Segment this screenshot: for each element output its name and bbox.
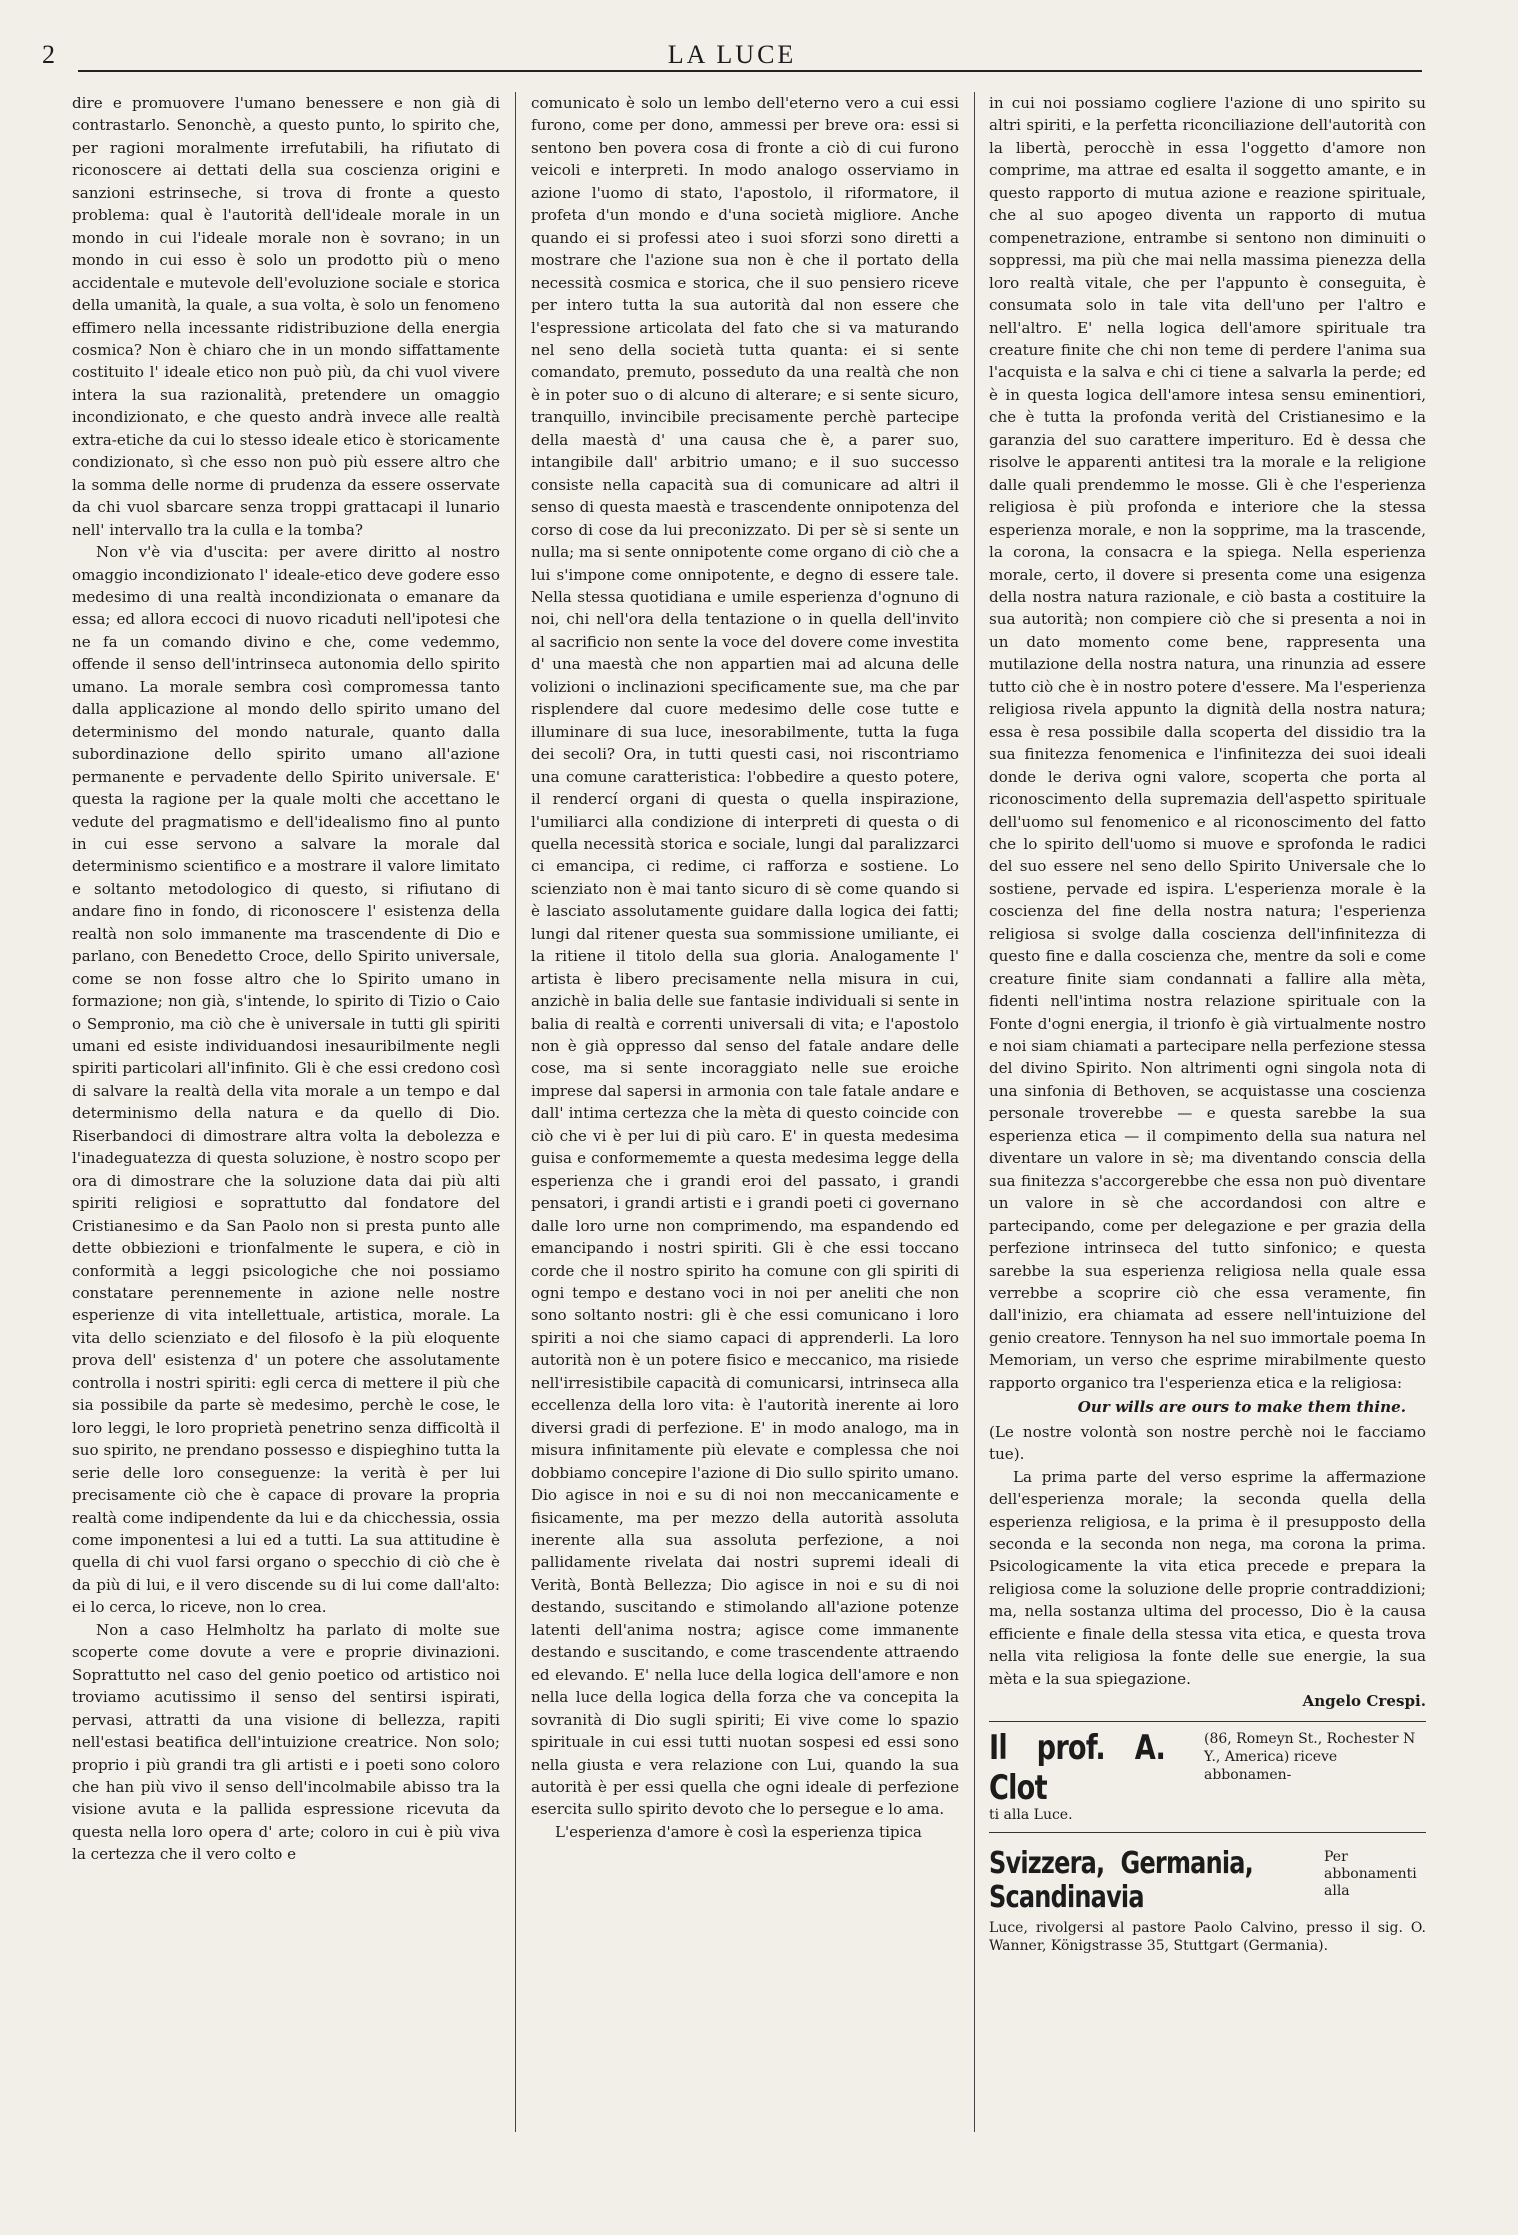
ad-calvino-text: Luce, rivolgersi al pastore Paolo Calvino, presso il sig. O. Wanner, Königstrasse 35, Stuttgart (Germania). — [989, 1919, 1426, 1954]
tennyson-quote: Our wills are ours to make them thine. — [1077, 1398, 1406, 1417]
quote-translation: (Le nostre volontà son nostre perchè noi le facciamo tue). — [989, 1422, 1426, 1464]
ad-clot — [989, 1728, 1426, 1824]
column-1 — [72, 92, 500, 2202]
ad-calvino-title: Svizzera, Germania, Scandinavia — [989, 1845, 1253, 1915]
ad-clot-title: Il prof. A. Clot — [989, 1727, 1165, 1808]
paragraph: dire e promuovere l'umano benessere e non già di contrastarlo. Senonchè, a questo punto, lo spirito che, per ragioni moralmente irrefutabili, ha rifiutato di riconoscere ai dettati della sua coscienza origini e sanzioni estrinseche, si trova di fronte a questo problema: qual è l'autorità dell'ideale morale in un mondo in cui l'ideale morale non è sovrano; in un mondo in cui esso è solo un prodotto più o meno accidentale e mutevole dell'evoluzione sociale e storica della umanità, la quale, a sua volta, è solo un fenomeno effimero nella incessante ridistribuzione della energia cosmica? Non è chiaro che in un mondo siffattamente costituito l' ideale etico non può più, da chi vuol vivere intera la sua razionalità, pretendere un omaggio incondizionato, e che questo andrà invece alle realtà extra-etiche da cui lo stesso ideale etico è storicamente condizionato, sì che esso non può più essere altro che la somma delle norme di prudenza da essere osservate da chi vuol sbarcare senza troppi grattacapi il lunario nell' intervallo tra la culla e la tomba? — [72, 94, 500, 539]
paragraph: Non v'è via d'uscita: per avere diritto al nostro omaggio incondizionato l' ideale-etico deve godere esso medesimo di una realtà incondizionata o emanare da essa; ed allora eccoci di nuovo ricaduti nell'ipotesi che ne fa un comando divino e che, come vedemmo, offende il senso dell'intrinseca autonomia dello spirito umano. La morale sembra così compromessa tanto dalla applicazione al mondo dello spirito umano del determinismo del mondo naturale, quanto dalla subordinazione dello spirito umano all'azione permanente e pervadente dello Spirito universale. E' questa la ragione per la quale molti che accettano le vedute del pragmatismo e dell'idealismo fino al punto in cui esse servono a salvare la morale dal determinismo scientifico e a mostrare il valore limitato e soltanto metodologico di questo, si rifiutano di andare fino in fondo, di riconoscere l' esistenza della realtà non solo immanente ma trascendente di Dio e parlano, con Benedetto Croce, dello Spirito universale, come se non fosse altro che lo Spirito umano in formazione; non già, s'intende, lo spirito di Tizio o Caio o Sempronio, ma ciò che è universale in tutti gli spiriti umani ed esiste individuandosi inesauribilmente negli spiriti particolari all'infinito. Gli è che essi credono così di salvare la realtà della vita morale a un tempo e dal determinismo della natura e da quello di Dio. Riserbandoci di dimostrare altra volta la debolezza e l'inadeguatezza di questa soluzione, è nostro scopo per ora di dimostrare che la soluzione data dai più alti spiriti religiosi e soprattutto dal fondatore del Cristianesimo e da San Paolo non si presta punto alle dette obbiezioni e trionfalmente le supera, e ciò in conformità a leggi psicologiche che noi possiamo constatare perennemente in azione nelle nostre esperienze di vita intellettuale, artistica, morale. La vita dello scienziato e del filosofo è la più eloquente prova dell' esistenza d' un potere che assolutamente controlla i nostri spiriti: egli cerca di mettere il più che sia possibile da parte sè medesimo, perchè le cose, le loro leggi, le loro proprietà penetrino senza difficoltà il suo spirito, ne prendano possesso e dispieghino tutta la serie delle loro conseguenze: la verità è per lui precisamente ciò che è capace di provare la propria realtà come indipendente da lui e da chicchessia, ossia come imponentesi a lui ed a tutti. La sua attitudine è quella di chi vuol farsi organo o specchio di ciò che è da più di lui, e il vero discende su di lui come dall'alto: ei lo cerca, lo riceve, non lo crea. — [72, 543, 500, 1617]
header-rule — [78, 70, 1422, 72]
ad-clot-text: (86, Romeyn St., Rochester N Y., America) riceve abbonamen- — [1204, 1730, 1416, 1783]
ad-divider — [989, 1721, 1426, 1722]
page-header — [42, 34, 1422, 78]
column-3 — [989, 92, 1426, 2202]
paragraph: La prima parte del verso esprime la affermazione dell'esperienza morale; la seconda quella della esperienza religiosa, e la prima è il presupposto della seconda e la seconda non nega, ma corona la prima. Psicologicamente la vita etica precede e prepara la religiosa come la soluzione delle proprie contraddizioni; ma, nella sostanza ultima del processo, Dio è la causa efficiente e finale della stessa vita etica, e questa trova nella vita religiosa la fonte delle sue energie, la sua mèta e la sua spiegazione. — [989, 1467, 1426, 1688]
paragraph: Non a caso Helmholtz ha parlato di molte sue scoperte come dovute a vere e proprie divinazioni. Soprattutto nel caso del genio poetico od artistico noi troviamo acutissimo il senso del sentirsi ispirati, pervasi, attratti da una visione di bellezza, rapiti nell'estasi beatifica dell'intuizione creatrice. Non solo; proprio i più grandi tra gli artisti e i poeti sono coloro che han più vivo il senso dell'incolmabile abisso tra la visione avuta e la pallida espressione ricevuta da questa nella loro opera d' arte; coloro in cui è più viva la certezza che il vero colto e — [72, 1620, 500, 1864]
paragraph: comunicato è solo un lembo dell'eterno vero a cui essi furono, come per dono, ammessi per breve ora: essi si sentono ben povera cosa di fronte a ciò di cui furono veicoli e interpreti. In modo analogo osserviamo in azione l'uomo di stato, l'apostolo, il riformatore, il profeta d'un mondo e d'una società migliore. Anche quando ei si professi ateo i suoi sforzi sono diretti a mostrare che l'azione sua non è che il portato della necessità cosmica e storica, che il suo pensiero riceve per intero tutta la sua autorità dal non essere che l'espressione articolata del fato che si va maturando nel seno della società tutta quanta: ei si sente comandato, premuto, posseduto da una realtà che non è in poter suo o di alcuno di alterare; e si sente sicuro, tranquillo, invincibile precisamente perchè partecipe della maestà d' una causa che è, a parer suo, intangibile dall' arbitrio umano; e il suo successo consiste nella capacità sua di comunicare ad altri il senso di questa maestà e trascendente onnipotenza del corso di cose da lui preconizzato. Di per sè si sente un nulla; ma si sente onnipotente come organo di ciò che a lui s'impone come onnipotente, e degno di essere tale. Nella stessa quotidiana e umile esperienza d'ognuno di noi, chi nell'ora della tentazione o in quella dell'invito al sacrificio non sente la voce del dovere come investita d' una maestà che non appartien mai ad alcuna delle volizioni o inclinazioni specificamente sue, ma che par risplendere dal cuore medesimo delle cose tutte e illuminare di sua luce, inesorabilmente, tutta la fuga dei secoli? Ora, in tutti questi casi, noi riscontriamo una comune caratteristica: l'obbedire a questo potere, il rendercí organi di questa o quella inspirazione, l'umiliarci alla condizione di interpreti di questa o di quella necessità storica e sociale, lungi dal paralizzarci ci emancipa, ci redime, ci rafforza e sostiene. Lo scienziato non è mai tanto sicuro di sè come quando si è lasciato assolutamente guidare dalla logica dei fatti; lungi dal ritener questa sua sommissione umiliante, ei la ritiene il titolo della sua gloria. Analogamente l' artista è libero precisamente nella misura in cui, anzichè in balia delle sue fantasie individuali si sente in balia di realtà e correnti universali di vita; e l'apostolo non è già oppresso dal senso del fatale andare delle cose, ma si sente incoraggiato nelle sue eroiche imprese dal sapersi in armonia con tale fatale andare e dall' intima certezza che la mèta di questo coincide con ciò che vi è per lui di più caro. E' in questa medesima guisa e conformememte a questa medesima legge della esperienza che i grandi eroi del passato, i grandi pensatori, i grandi artisti e i grandi poeti ci governano dalle loro urne non comprimendo, ma espandendo ed emancipando i nostri spiriti. Gli è che essi toccano corde che il nostro spirito ha comune con gli spiriti di ogni tempo e destano voci in noi per aneliti che non sono soltanto nostri: gli è che essi comunicano i loro spiriti a noi che siamo capaci di apprenderli. La loro autorità non è un potere fisico e meccanico, ma risiede nell'irresistibile capacità di comunicarsi, intrinseca alla eccellenza della loro vita: è l'autorità inerente ai loro diversi gradi di perfezione. E' in modo analogo, ma in misura infinitamente più elevate e complessa che noi dobbiamo concepire l'azione di Dio sullo spirito umano. Dio agisce in noi e su di noi non meccanicamente e fisicamente, ma per mezzo della autorità assoluta inerente alla sua assoluta perfezione, a noi pallidamente rivelata dai nostri supremi ideali di Verità, Bontà Bellezza; Dio agisce in noi e su di noi destando, suscitando e stimolando all'azione potenze latenti dell'anima nostra; agisce come immanente destando e suscitando, e come trascendente attraendo ed elevando. E' nella luce della logica dell'amore e non nella luce della logica della forza che va concepita la sovranità di Dio sugli spiriti; Ei vive come lo spazio spirituale in cui essi tutti nuotan sospesi ed essi sono nella giusta e vera relazione con Lui, quando la sua autorità è per essi quella che ogni ideale di perfezione esercita sullo spirito devoto che lo persegue e lo ama. — [531, 94, 959, 1819]
column-divider — [974, 92, 975, 2132]
column-2 — [531, 92, 959, 2202]
author-signature: Angelo Crespi. — [1302, 1692, 1426, 1711]
page-number: 2 — [42, 40, 55, 69]
paragraph: in cui noi possiamo cogliere l'azione di uno spirito su altri spiriti, e la perfetta riconciliazione dell'autorità con la libertà, perocchè in essa l'oggetto d'amore non comprime, ma attrae ed esalta il soggetto amante, e in questo rapporto di mutua azione e reazione spirituale, che al suo apogeo diventa un rapporto di mutua compenetrazione, entrambe si sentono non diminuiti o soppressi, ma più che mai nella massima pienezza della loro realtà vitale, che per l'appunto è conseguita, è consumata solo in tale vita dell'uno per l'altro e nell'altro. E' nella logica dell'amore spirituale tra creature finite che chi non teme di perdere l'anima sua l'acquista e la salva e chi ci tiene a salvarla la perde; ed è in questa logica dell'amore intesa sensu eminentiori, che è tutta la profonda verità del Cristianesimo e la garanzia del suo carattere imperituro. Ed è dessa che risolve le apparenti antitesi tra la morale e la religione dalle quali prendemmo le mosse. Gli è che l'esperienza religiosa è più profonda e interiore che la stessa esperienza morale, e non la sopprime, ma la trascende, la corona, la consacra e la spiega. Nella esperienza morale, certo, il dovere si presenta come una esigenza della nostra natura razionale, e ciò basta a costituire la sua autorità; non compiere ciò che si presenta a noi in un dato momento come bene, rappresenta una mutilazione della nostra natura, una rinunzia ad essere tutto ciò che è in nostro potere d'essere. Ma l'esperienza religiosa rivela appunto la dignità della nostra natura; essa è resa possibile dalla scoperta del dissidio tra la sua finitezza fenomenica e l'infinitezza dei suoi ideali donde le deriva ogni valore, scoperta che porta al riconoscimento della supremazia dell'aspetto spirituale dell'uomo sul fenomenico e al riconoscimento del fatto che lo spirito dell'uomo si muove e sprofonda le radici del suo essere nel seno dello Spirito Universale che lo sostiene, pervade ed ispira. L'esperienza morale è la coscienza del fine della nostra natura; l'esperienza religiosa si svolge dalla coscienza dell'infinitezza di questo fine e dalla coscienza che, mentre da soli e come creature finite siam condannati a fallire alla mèta, fidenti nell'intima nostra relazione spirituale con la Fonte d'ogni energia, il trionfo è già virtualmente nostro e noi siam chiamati a partecipare nella perfezione stessa del divino Spirito. Non altrimenti ogni singola nota di una sinfonia di Bethoven, se acquistasse una coscienza personale troverebbe — e questa sarebbe la sua esperienza etica — il compimento della sua natura nel diventare un valore in sè; ma diventando conscia della sua finitezza s'accorgerebbe che essa non può diventare un valore in sè che accordandosi con altre e partecipando, come per delegazione e per grazia della perfezione intrinseca del tutto sinfonico; e questa sarebbe la sua esperienza religiosa nella quale essa verrebbe a scoprire ciò che essa veramente, fin dall'inizio, era chiamata ad essere nell'intuizione del genio creatore. Tennyson ha nel suo immortale poema In Memoriam, un verso che esprime mirabilmente questo rapporto organico tra l'esperienza etica e la religiosa: — [989, 94, 1426, 1392]
paragraph: L'esperienza d'amore è così la esperienza tipica — [555, 1822, 922, 1841]
masthead-title: LA LUCE — [667, 40, 797, 69]
ad-divider — [989, 1832, 1426, 1833]
article-columns — [72, 92, 1426, 2202]
ad-clot-tail: ti alla Luce. — [989, 1806, 1073, 1823]
ad-calvino — [989, 1847, 1426, 1955]
ad-calvino-side: Per abbonamenti alla — [1324, 1848, 1417, 1899]
column-divider — [515, 92, 516, 2132]
